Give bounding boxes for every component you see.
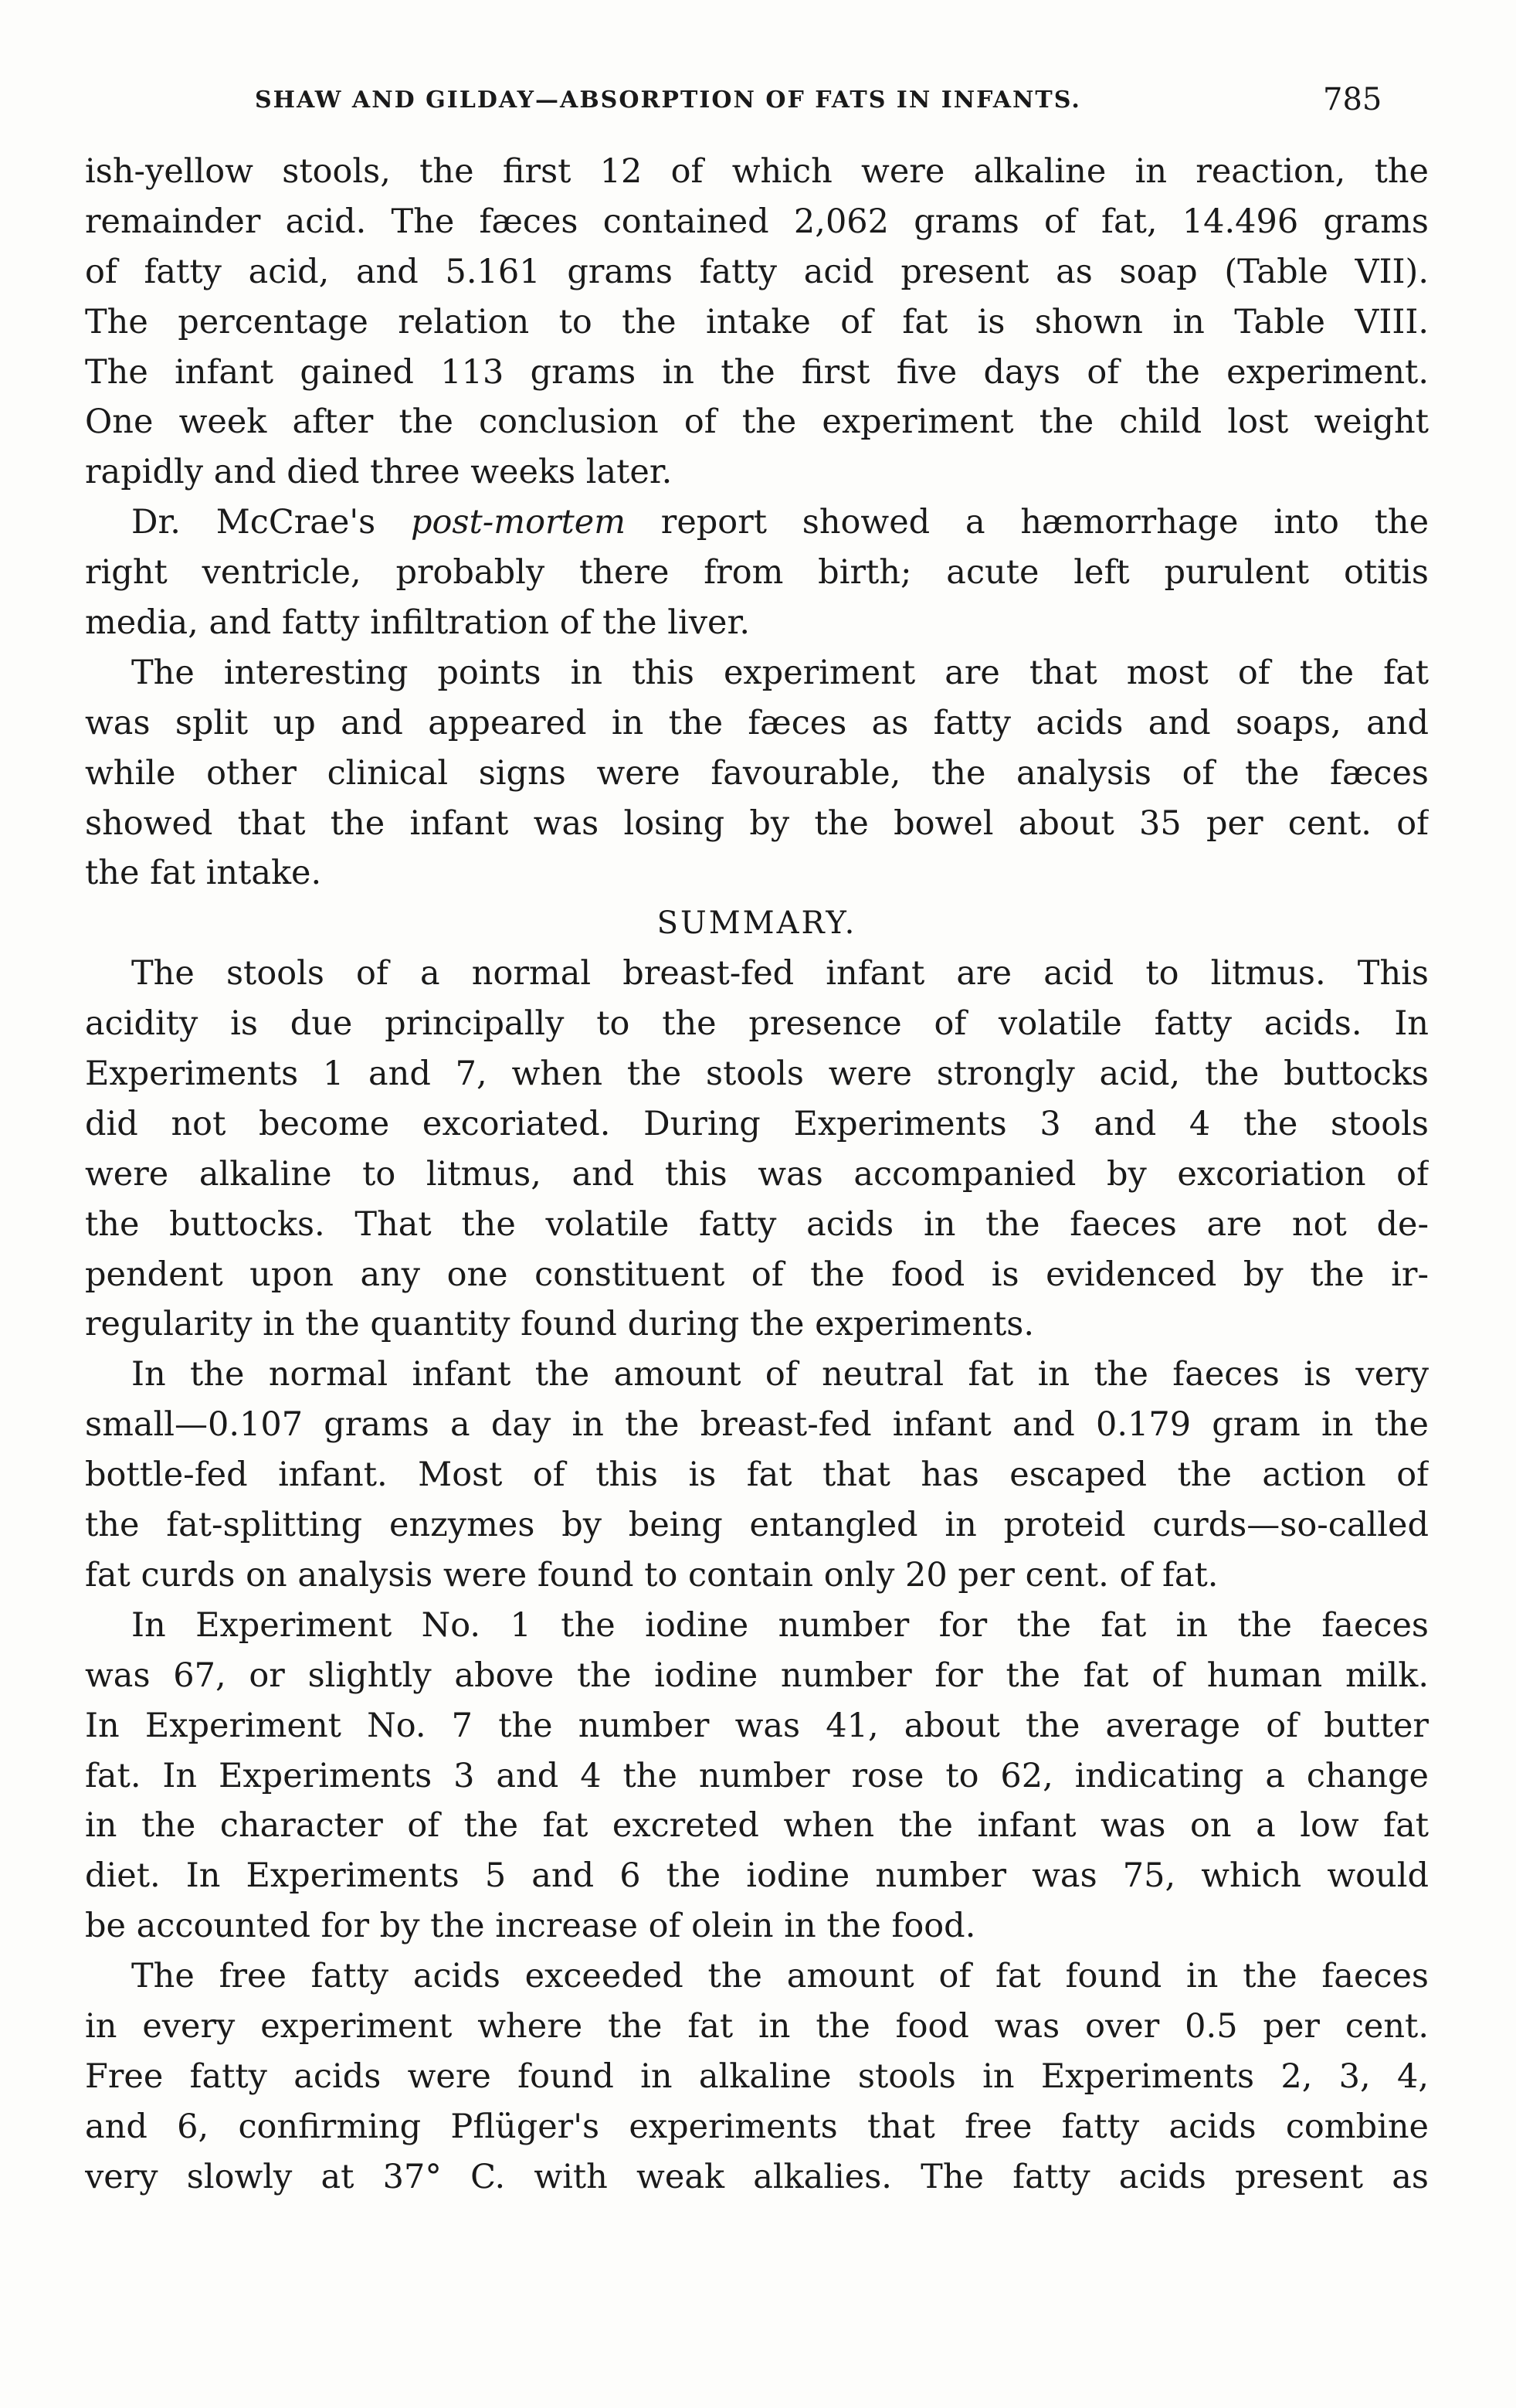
text-line: of fatty acid, and 5.161 grams fatty acid present as soap (Table VII). [85, 252, 1429, 291]
body-text [85, 147, 1429, 2203]
text-line: did not become excoriated. During Experiments 3 and 4 the stools [85, 1104, 1429, 1143]
section-heading: SUMMARY. [656, 905, 857, 942]
text-line: was split up and appeared in the fæces as fatty acids and soaps, and [85, 703, 1429, 742]
text-segment: Dr. McCrae's [131, 503, 376, 542]
text-line: showed that the infant was losing by the bowel about 35 per cent. of [85, 803, 1429, 843]
text-line: In the normal infant the amount of neutral fat in the faeces is very [131, 1355, 1429, 1394]
text-line: in the character of the fat excreted when the infant was on a low fat [85, 1806, 1429, 1846]
page-number: 785 [1323, 82, 1382, 117]
text-line: small—0.107 grams a day in the breast-fed infant and 0.179 gram in the [85, 1405, 1429, 1445]
text-line: In Experiment No. 7 the number was 41, about the average of butter [85, 1706, 1429, 1745]
text-line: The infant gained 113 grams in the first five days of the experiment. [85, 352, 1429, 392]
text-line: acidity is due principally to the presence of volatile fatty acids. In [85, 1004, 1429, 1044]
text-line: fat curds on analysis were found to contain only 20 per cent. of fat. [85, 1555, 1219, 1595]
text-line: The free fatty acids exceeded the amount of fat found in the faeces [131, 1957, 1429, 1996]
text-line: while other clinical signs were favourable, the analysis of the fæces [85, 753, 1429, 793]
text-line: The interesting points in this experiment are that most of the fat [131, 653, 1429, 692]
text-line: were alkaline to litmus, and this was accompanied by excoriation of [85, 1154, 1429, 1194]
text-line [85, 498, 1429, 548]
text-line: very slowly at 37° C. with weak alkalies. The fatty acids present as [85, 2157, 1429, 2196]
text-line: right ventricle, probably there from birth; acute left purulent otitis [85, 553, 1429, 593]
italic-term: post-mortem [411, 503, 626, 542]
page-header [0, 82, 1516, 133]
text-line: Free fatty acids were found in alkaline stools in Experiments 2, 3, 4, [85, 2056, 1429, 2096]
text-line: in every experiment where the fat in the food was over 0.5 per cent. [85, 2006, 1429, 2046]
text-line: bottle-fed infant. Most of this is fat that has escaped the action of [85, 1455, 1429, 1495]
text-line: and 6, confirming Pflüger's experiments that free fatty acids combine [85, 2107, 1429, 2146]
text-line: ish-yellow stools, the first 12 of which were alkaline in reaction, the [85, 152, 1429, 191]
running-head: SHAW AND GILDAY—ABSORPTION OF FATS IN INFANTS. [255, 87, 1081, 114]
text-line: fat. In Experiments 3 and 4 the number rose to 62, indicating a change [85, 1756, 1429, 1795]
text-line: the buttocks. That the volatile fatty acids in the faeces are not de- [85, 1204, 1429, 1244]
text-line: The stools of a normal breast-fed infant are acid to litmus. This [131, 954, 1429, 993]
text-line: the fat-splitting enzymes by being entangled in proteid curds—so-called [85, 1506, 1429, 1545]
text-line: remainder acid. The fæces contained 2,062 grams of fat, 14.496 grams [85, 202, 1429, 241]
text-line: was 67, or slightly above the iodine number for the fat of human milk. [85, 1656, 1429, 1695]
text-line: One week after the conclusion of the experiment the child lost weight [85, 402, 1429, 442]
text-line: pendent upon any one constituent of the food is evidenced by the ir- [85, 1255, 1429, 1294]
text-line: be accounted for by the increase of olein in the food. [85, 1907, 976, 1946]
text-line: rapidly and died three weeks later. [85, 453, 673, 492]
text-line: regularity in the quantity found during the experiments. [85, 1305, 1034, 1344]
text-line: media, and fatty infiltration of the liver. [85, 603, 751, 643]
text-line: In Experiment No. 1 the iodine number for the fat in the faeces [131, 1605, 1429, 1645]
text-line: Experiments 1 and 7, when the stools were strongly acid, the buttocks [85, 1055, 1429, 1094]
text-line: the fat intake. [85, 854, 322, 893]
text-line: diet. In Experiments 5 and 6 the iodine number was 75, which would [85, 1856, 1429, 1896]
text-line: The percentage relation to the intake of fat is shown in Table VIII. [85, 302, 1429, 341]
text-segment: report showed a hæmorrhage into the [660, 503, 1429, 542]
